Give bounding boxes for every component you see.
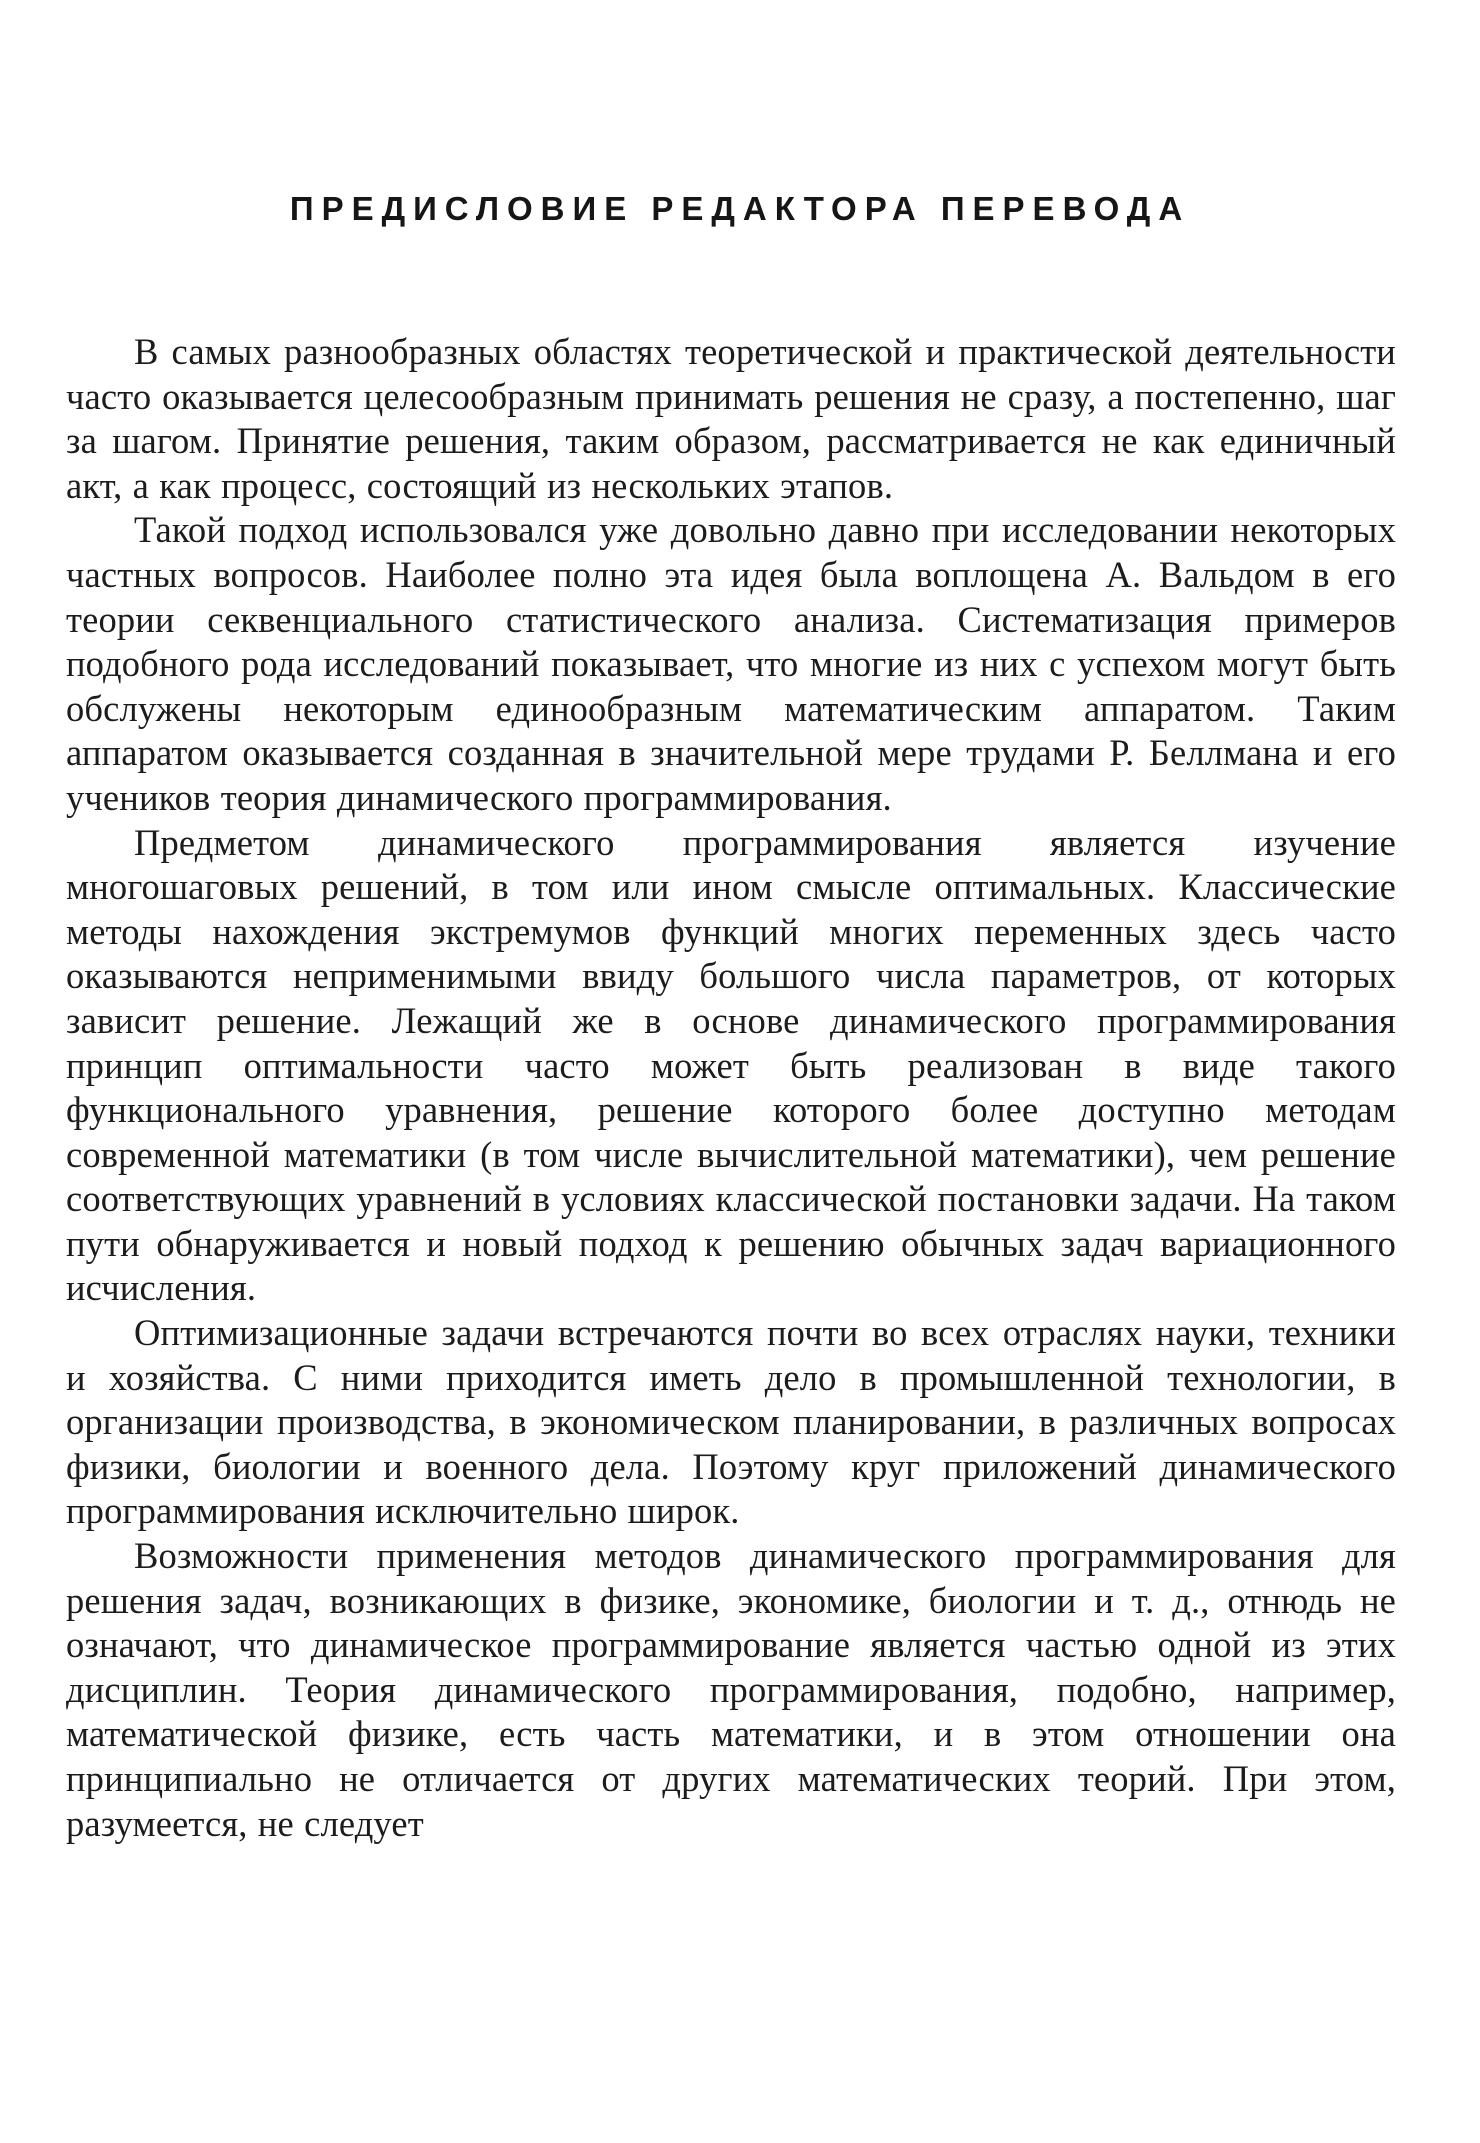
paragraph-4: Оптимизационные задачи встречаются почти во всех отраслях науки, техники и хозяйства. С ними приходится иметь дело в промышленной технологии, в организации производства, в экономическом планировании, в различных вопросах физики, биологии и военного дела. Поэтому круг приложений динамического программирования исключительно широк. [66, 1312, 1396, 1532]
body-text [66, 330, 1396, 1846]
paragraph-1: В самых разнообразных областях теоретической и практической деятельности часто оказывается целесообразным принимать решения не сразу, а постепенно, шаг за шагом. Принятие решения, таким образом, рассматривается не как единичный акт, а как процесс, состоящий из нескольких этапов. [66, 331, 1396, 506]
paragraph-5: Возможности применения методов динамического программирования для решения задач, возникающих в физике, экономике, биологии и т. д., отнюдь не означают, что динамическое программирование является частью одной из этих дисциплин. Теория динамического программирования, подобно, например, математической физике, есть часть математики, и в этом отношении она принципиально не отличается от других математических теорий. При этом, разумеется, не следует [66, 1535, 1396, 1844]
page-title: ПРЕДИСЛОВИЕ РЕДАКТОРА ПЕРЕВОДА [289, 190, 1191, 227]
paragraph-3: Предметом динамического программирования является изучение многошаговых решений, в том или ином смысле оптимальных. Классические методы нахождения экстремумов функций многих переменных здесь часто оказываются неприменимыми ввиду большого числа параметров, от которых зависит решение. Лежащий же в основе динамического программирования принцип оптимальности часто может быть реализован в виде такого функционального уравнения, решение которого более доступно методам современной математики (в том числе вычислительной математики), чем решение соответствующих уравнений в условиях классической постановки задачи. На таком пути обнаруживается и новый подход к решению обычных задач вариационного исчисления. [66, 821, 1396, 1309]
paragraph-2: Такой подход использовался уже довольно давно при исследовании некоторых частных вопросов. Наиболее полно эта идея была воплощена А. Вальдом в его теории секвенциального статистического анализа. Систематизация примеров подобного рода исследований показывает, что многие из них с успехом могут быть обслужены некоторым единообразным математическим аппаратом. Таким аппаратом оказывается созданная в значительной мере трудами Р. Беллмана и его учеников теория динамического программирования. [66, 509, 1396, 818]
